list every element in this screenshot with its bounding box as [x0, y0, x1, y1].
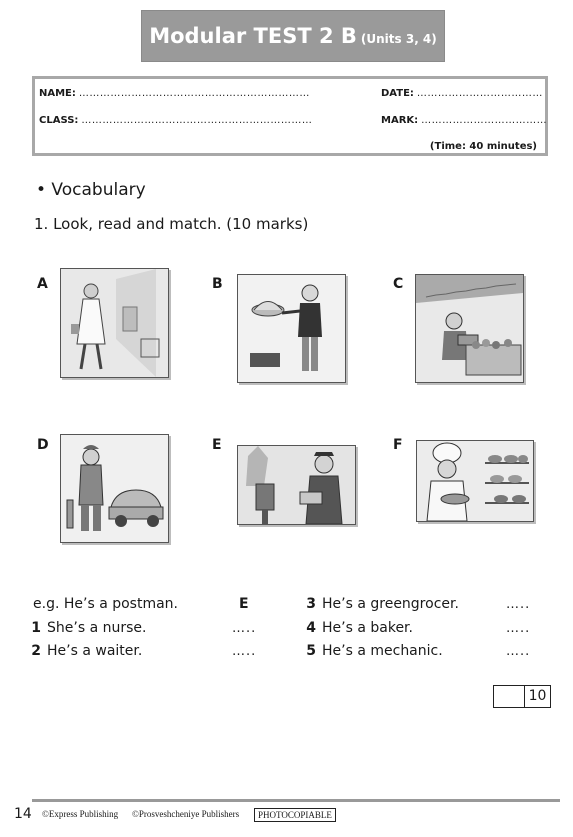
example-answer: E — [239, 596, 249, 612]
date-label: DATE: — [381, 88, 414, 99]
example-num: e.g. — [33, 596, 60, 612]
footer-divider — [32, 799, 560, 802]
answer-blank[interactable]: ….. — [506, 644, 531, 659]
waiter-icon — [238, 275, 345, 382]
list-item — [302, 643, 443, 659]
mark-field[interactable] — [381, 115, 547, 126]
photocopiable-badge: PHOTOCOPIABLE — [254, 808, 336, 822]
item-num: 2 — [31, 643, 41, 659]
picture-letter-b: B — [212, 276, 223, 292]
test-units: (Units 3, 4) — [360, 32, 437, 46]
class-field[interactable] — [39, 115, 312, 126]
item-text: He’s a baker. — [322, 620, 413, 636]
baker-picture — [416, 440, 534, 522]
item-num: 4 — [306, 620, 316, 636]
item-text: He’s a waiter. — [47, 643, 143, 659]
nurse-picture — [60, 268, 169, 378]
score-input[interactable] — [494, 686, 525, 707]
nurse-icon — [61, 269, 168, 377]
waiter-picture — [237, 274, 346, 383]
mechanic-icon — [61, 435, 168, 542]
title-band — [141, 10, 445, 62]
picture-letter-a: A — [37, 276, 48, 292]
item-text: He’s a greengrocer. — [322, 596, 459, 612]
publisher-credit-2: ©Prosveshcheniye Publishers — [132, 809, 240, 819]
list-item — [27, 620, 146, 636]
item-num: 1 — [31, 620, 41, 636]
page-number: 14 — [14, 806, 32, 822]
postman-icon — [238, 446, 355, 524]
class-label: CLASS: — [39, 115, 79, 126]
baker-icon — [417, 441, 533, 521]
greengrocer-icon — [416, 275, 523, 382]
answer-blank[interactable]: ….. — [506, 621, 531, 636]
picture-letter-f: F — [393, 437, 403, 453]
picture-letter-c: C — [393, 276, 404, 292]
item-text: She’s a nurse. — [47, 620, 147, 636]
item-num: 5 — [306, 643, 316, 659]
answer-blank[interactable]: ….. — [232, 644, 257, 659]
postman-picture — [237, 445, 356, 525]
section-title: • Vocabulary — [36, 180, 146, 200]
picture-letter-d: D — [37, 437, 49, 453]
mark-label: MARK: — [381, 115, 419, 126]
name-field[interactable] — [39, 88, 310, 99]
exercise-instruction: 1. Look, read and match. (10 marks) — [34, 215, 309, 233]
class-dots: ………………………………………………………… — [81, 115, 313, 126]
date-field[interactable] — [381, 88, 543, 99]
name-label: NAME: — [39, 88, 76, 99]
list-item — [302, 596, 459, 612]
score-box — [493, 685, 551, 708]
name-dots: ………………………………………………………… — [78, 88, 310, 99]
list-item — [27, 643, 142, 659]
answer-blank[interactable]: ….. — [506, 597, 531, 612]
mechanic-picture — [60, 434, 169, 543]
greengrocer-picture — [415, 274, 524, 383]
date-dots: ……………………………… — [416, 88, 543, 99]
picture-letter-e: E — [212, 437, 222, 453]
score-total: 10 — [528, 688, 547, 704]
time-limit: (Time: 40 minutes) — [429, 141, 537, 152]
example-item — [33, 596, 178, 612]
list-item — [302, 620, 413, 636]
example-text: He’s a postman. — [63, 596, 178, 612]
answer-blank[interactable]: ….. — [232, 621, 257, 636]
student-info-box — [32, 76, 548, 156]
item-text: He’s a mechanic. — [322, 643, 443, 659]
test-title: Modular TEST 2 B — [149, 24, 357, 48]
item-num: 3 — [306, 596, 316, 612]
mark-dots: ……………………………… — [421, 115, 548, 126]
publisher-credit-1: ©Express Publishing — [42, 809, 119, 819]
